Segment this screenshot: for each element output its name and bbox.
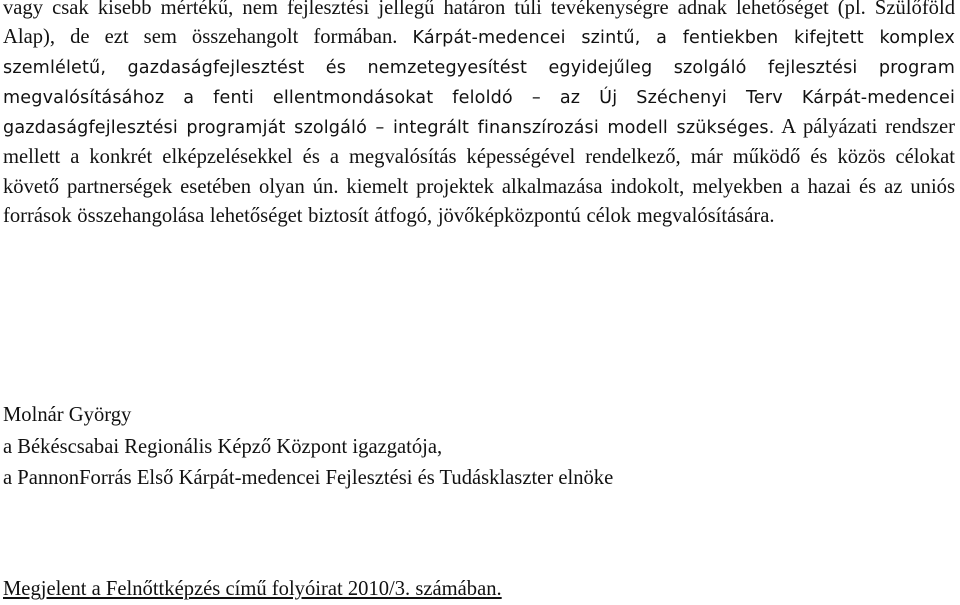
author-title-1: a Békéscsabai Regionális Képző Központ igazgatója,	[3, 435, 443, 458]
author-signature-block	[3, 400, 613, 495]
body-paragraph	[3, 0, 955, 231]
paragraph-segment-sans: Kárpát-medencei szintű, a fentiekben kifejtett komplex szemléletű, gazdaságfejlesztést és nemzetegyesítést egyidejűleg szolgáló fejlesztési program megvalósításához a fenti ellentmondásokat feloldó – az Új Széchenyi Terv Kárpát-medencei gazdaságfejlesztési programját szolgáló – integrált finanszírozási modell szükséges.	[3, 28, 955, 139]
author-title-2: a PannonForrás Első Kárpát-medencei Fejlesztési és Tudásklaszter elnöke	[3, 467, 614, 489]
paragraph-segment-serif-2: A pályázati rendszer mellett a konkrét elképzelésekkel és a megvalósítás képességével rendelkező, már működő és közös célokat követő partnerségek esetében olyan ún. kiemelt projektek alkalmazása indokolt, melyekben a hazai és az uniós források összehangolása lehetőséget biztosít átfogó, jövőképközpontú célok megvalósítására.	[3, 116, 955, 227]
author-name: Molnár György	[3, 404, 132, 426]
publication-note: Megjelent a Felnőttképzés című folyóirat 2010/3. számában.	[3, 578, 502, 600]
document-page	[3, 0, 955, 231]
paragraph-segment-serif-1: vagy csak kisebb mértékű, nem fejlesztési jellegű határon túli tevékenységre adnak lehetőséget (pl. Szülőföld Alap), de ezt sem összehangolt formában.	[3, 0, 955, 49]
